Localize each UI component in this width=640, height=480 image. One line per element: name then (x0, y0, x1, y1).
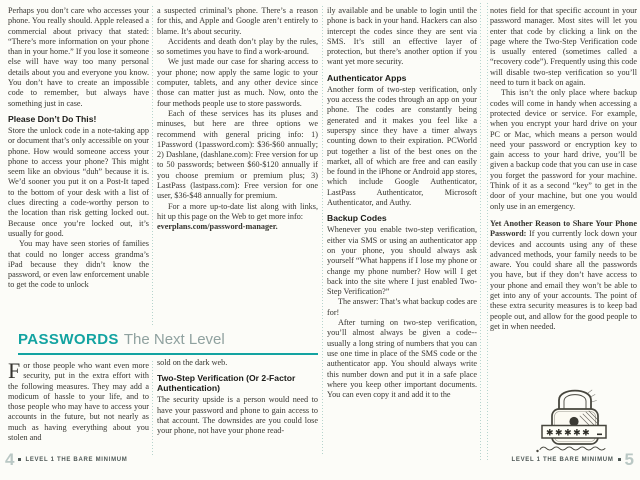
footer-chapter-label: LEVEL 1 THE BARE MINIMUM (25, 456, 128, 463)
paragraph: After turning on two-step verification, you’ll almost always be given a code--usually a long string of numbers that you can use one time in place of the SMS code or the authenticator app. You should always write this number down and put it in a safe place where you keep other important documents. You can even copy it and add it to the (327, 318, 477, 400)
left-page-footer (5, 451, 128, 468)
section-heading-passwords-next-level (18, 331, 318, 355)
paragraph: Perhaps you don’t care who accesses your phone. You really should. Apple released a commercial about privacy that stated: “There’s more information on your phone than in your home.” If you lose it someone else will have way too many personal details about you and everyone you know. You don’t have to create an impossible code to remember, but always have something just in case. (8, 6, 149, 108)
left-page-column-2-top (157, 6, 318, 328)
section-title: PASSWORDS (18, 331, 119, 348)
paragraph: sold on the dark web. (157, 358, 228, 367)
paragraph-runin-share-phone-password (490, 219, 637, 332)
paragraph: Store the unlock code in a note-taking app or document that’s only accessible on your phone. How would someone access your phone to access your phone? This might seem like an obvious “duh” because it is. We’d sooner you put it on a Post-It taped to the bottom of your desk with a list of clues directing a code-worthy person to the location than risk getting locked out. Because once you’re locked out, it’s usually for good. (8, 125, 149, 238)
column-divider (322, 6, 323, 456)
paragraph: This isn’t the only place where backup codes will come in handy when accessing a protected device or service. For example, when you encrypt your hard drive on your PC or Mac, which means a person would need your password or encryption key to gain access to your hard drive, you’ll be given a backup code that you can use in case you forget the password for your machine. Think of it as a second “key” to get in the door of your machine, but one you would only use in an emergency. (490, 88, 637, 211)
paragraph-dropcap (8, 361, 149, 443)
footer-chapter-label: LEVEL 1 THE BARE MINIMUM (511, 456, 614, 463)
column-divider (152, 361, 153, 456)
page-gutter-divider (480, 3, 481, 460)
footer-square-bullet (618, 458, 621, 461)
padlock-password-illustration (533, 381, 621, 455)
page-gutter-divider (487, 3, 488, 460)
paragraph: The answer: That’s what backup codes are for! (327, 297, 477, 317)
left-page-column-1-bottom (8, 361, 149, 457)
paragraph: Accidents and death don’t play by the rules, so sometimes you have to find a work-around. (157, 36, 318, 57)
paragraph: ily available and be unable to login until the phone is back in your hand. Hackers can also intercept the codes since they are sent via SMS. It’s still an effective layer of protection, but there’s another option if you want yet more security. (327, 6, 477, 67)
paragraph: We just made our case for sharing access to your phone; now apply the same logic to your computer, tablets, and any other device since those can matter just as much. Now, onto the four methods people use to store passwords. (157, 57, 318, 108)
paragraph: Another form of two-step verification, only you access the codes through an app on your phone. The codes are constantly being generated and it makes you feel like a superspy since they have a timer always counting down to their expiration. PCWorld put together a list of the best ones on the market, all of which are free and can easily be found in the iPhone or Android app stores, which include Google Authenticator, LastPass Authenticator, Microsoft Authenticator, and Authy. (327, 84, 477, 208)
page-number-right: 5 (624, 450, 634, 469)
subheading-authenticator-apps: Authenticator Apps (327, 72, 407, 83)
subheading-backup-codes: Backup Codes (327, 213, 387, 224)
section-subtitle: The Next Level (123, 331, 225, 348)
password-mask-asterisks: ✱✱✱✱✱ (546, 428, 592, 439)
paragraph: Whenever you enable two-step verification, either via SMS or using an authenticator app on your phone, you should always ask yourself “What happens if I lose my phone or change my phone number? How will I get back into the site where I just enabled Two-Step Verification?” (327, 225, 477, 297)
paragraph: You may have seen stories of families that could no longer access grandma’s iPad because they didn’t know the password, or even law enforcement unable to get the code to unlock (8, 239, 149, 290)
left-page-column-3 (327, 6, 477, 452)
page-number-left: 4 (5, 450, 15, 469)
right-page-column-1 (490, 6, 637, 382)
subheading-please-dont-do-this: Please Don’t Do This! (8, 113, 97, 124)
paragraph: The security upside is a person would need to have your password and phone to gain access to that account. The downsides are you could lose your phone, not have your phone read- (157, 395, 318, 436)
left-page-column-1-top (8, 6, 149, 328)
left-page-column-2-bottom (157, 358, 318, 458)
paragraph: For a more up-to-date list along with links, hit up this page on the Web to get more info: (157, 201, 318, 221)
dropcap-paragraph-text: or those people who want even more security, put in the extra effort with the following measures. They may add a modicum of hassle to your life, and to those people who may have to access your accounts in the future, but not nearly as much as having everything about you stolen and (8, 361, 149, 443)
drop-cap-letter: F (8, 361, 21, 383)
runin-text: If you currently lock down your devices and accounts using any of these advanced methods, your family needs to be aware. You could share all the passwords you have, but if they don’t have access to your phone and email they won’t be able to get into any of your accounts. The point of these extra security measures is to keep bad people out, and allow for the good people to get in when needed. (490, 229, 637, 331)
runin-heading: Yet Another Reason to Share Your Phone Password: (490, 218, 637, 239)
column-divider (152, 6, 153, 326)
paragraph: notes field for that specific account in your password manager. Most sites will let you enter that code by clicking a link on the page where the Two-Step Verification code is usually entered (sometimes called a “recovery code”). Frequently using this code will disable two-step verification so you’ll need to turn it back on again. (490, 6, 637, 88)
paragraph: Each of these services has its pluses and minuses, but here are three options we recommend with general pricing info: 1) 1Password (1password.com): $36-$60 annually; 2) Dashlane, (dashlane.com): Free version for up to 50 passwords; between $60-$120 annually if you choose premium or premium plus; 3) LastPass (lastpass.com): Free version for one user, $36-$48 annually for premium. (157, 108, 318, 201)
footer-square-bullet (18, 458, 21, 461)
paragraph: a suspected criminal’s phone. There’s a reason for this, and Apple and Google aren’t entirely to blame. It’s about security. (157, 6, 318, 36)
right-page-footer (512, 451, 635, 468)
subheading-two-step-verification: Two-Step Verification (Or 2-Factor Authentication) (157, 373, 296, 394)
everplans-url-text: everplans.com/password-manager. (157, 222, 278, 232)
squiggle-underline-icon (540, 447, 605, 450)
cursor-tick (597, 434, 602, 436)
